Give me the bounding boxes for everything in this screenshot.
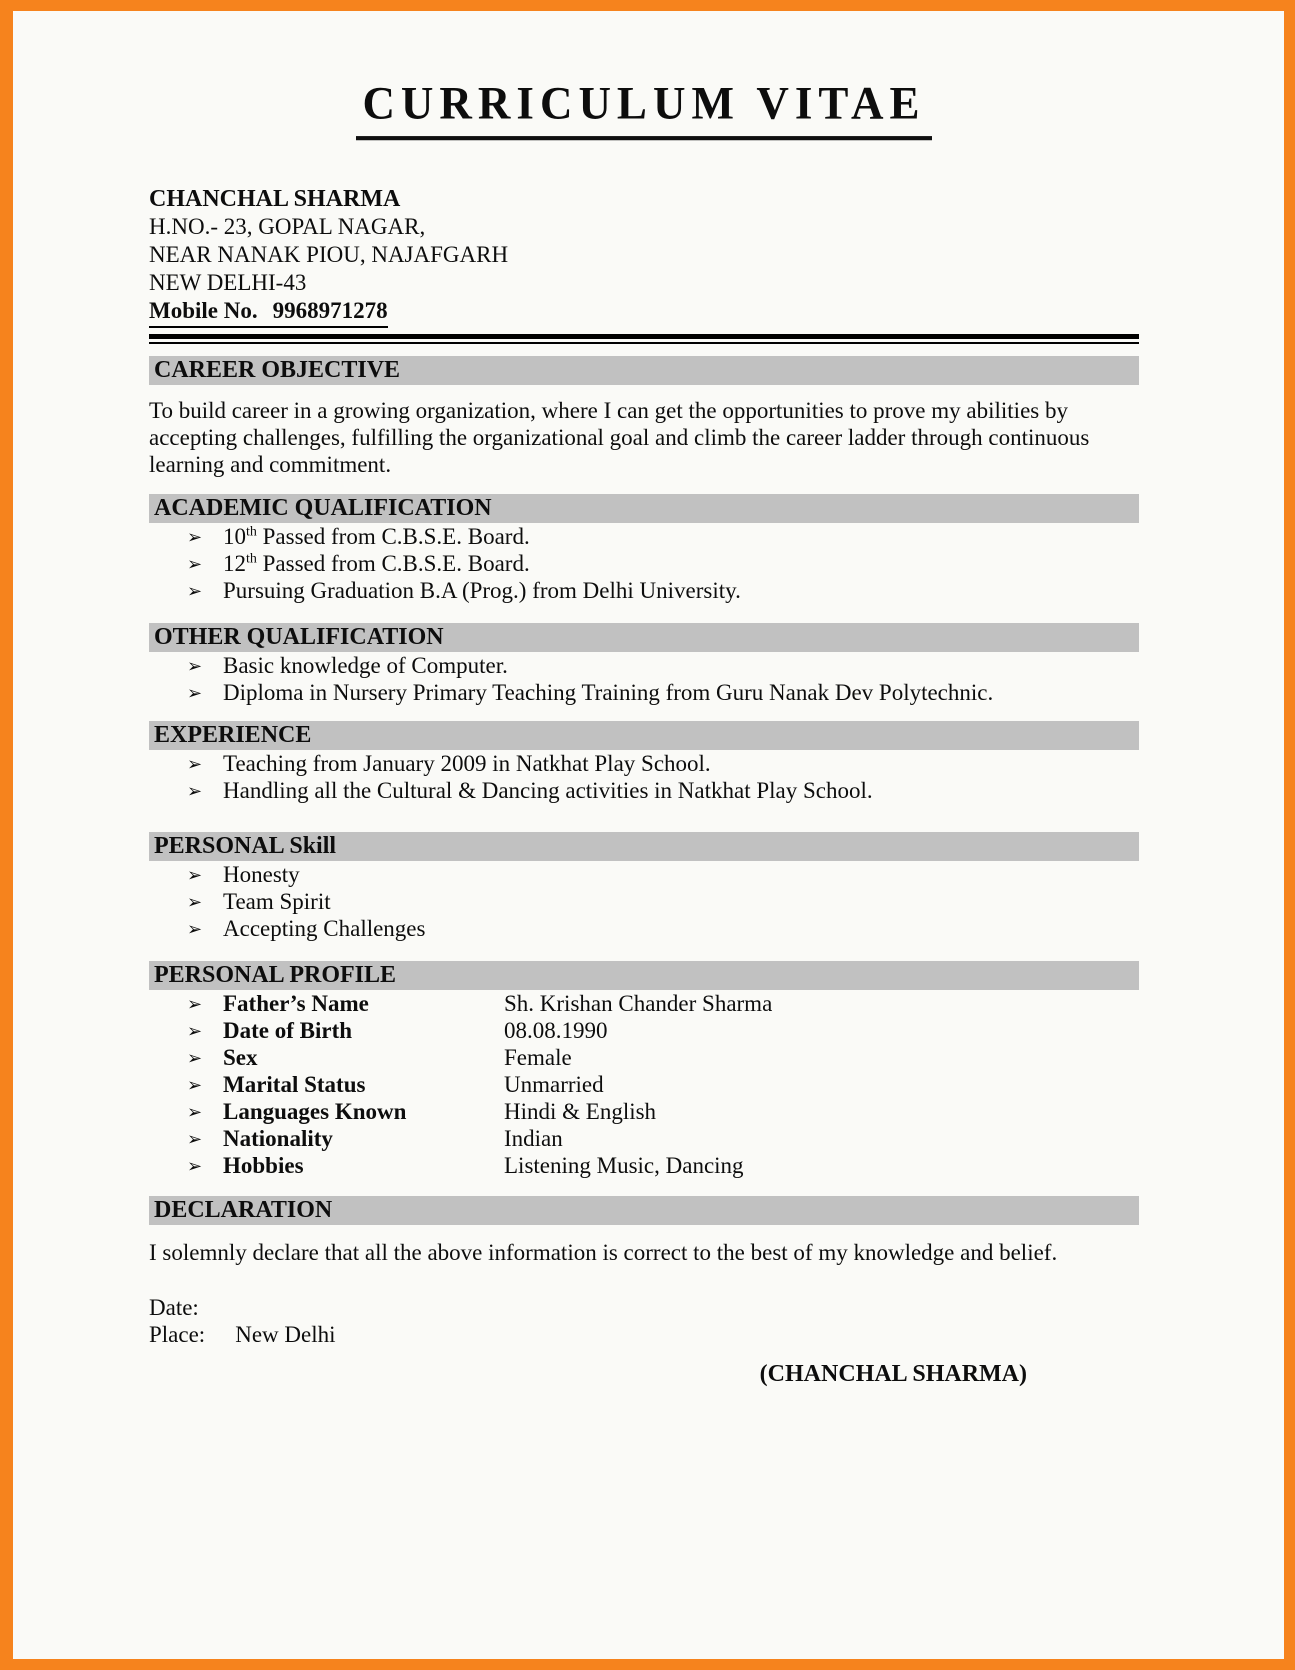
arrow-bullet-icon: ➢ bbox=[187, 527, 203, 548]
arrow-bullet-icon: ➢ bbox=[187, 1129, 203, 1150]
profile-row bbox=[149, 990, 1139, 1017]
list-item bbox=[149, 577, 1139, 604]
item-text: Accepting Challenges bbox=[223, 916, 426, 941]
item-text: 12 bbox=[223, 551, 246, 576]
contact-address-line: NEAR NANAK PIOU, NAJAFGARH bbox=[149, 242, 509, 267]
section-heading-academic-qualification: ACADEMIC QUALIFICATION bbox=[149, 494, 1139, 523]
thick-thin-divider bbox=[149, 334, 1139, 344]
list-item bbox=[149, 777, 1139, 804]
item-text: Team Spirit bbox=[223, 889, 331, 914]
arrow-bullet-icon: ➢ bbox=[187, 865, 203, 886]
item-text: Handling all the Cultural & Dancing activities in Natkhat Play School. bbox=[223, 778, 873, 803]
section-heading-other-qualification: OTHER QUALIFICATION bbox=[149, 623, 1139, 652]
arrow-bullet-icon: ➢ bbox=[187, 781, 203, 802]
list-item bbox=[149, 888, 1139, 915]
arrow-bullet-icon: ➢ bbox=[187, 919, 203, 940]
place-line bbox=[149, 1321, 1139, 1348]
declaration-text: I solemnly declare that all the above information is correct to the best of my knowledge and belief. bbox=[149, 1240, 1058, 1265]
item-text: Passed from C.B.S.E. Board. bbox=[256, 551, 530, 576]
arrow-bullet-icon: ➢ bbox=[187, 754, 203, 775]
list-item bbox=[149, 679, 1139, 706]
mobile-label: Mobile No. bbox=[149, 298, 258, 323]
profile-label: Hobbies bbox=[223, 1153, 304, 1178]
contact-address-line: NEW DELHI-43 bbox=[149, 270, 307, 295]
footer-block bbox=[149, 1294, 1139, 1348]
contact-block bbox=[149, 185, 1139, 328]
ordinal-superscript: th bbox=[246, 524, 257, 540]
contact-mobile-underlined bbox=[149, 297, 388, 328]
profile-value: Unmarried bbox=[504, 1072, 604, 1097]
item-text: Honesty bbox=[223, 862, 300, 887]
place-label: Place: bbox=[149, 1322, 206, 1347]
profile-label: Languages Known bbox=[223, 1099, 407, 1124]
arrow-bullet-icon: ➢ bbox=[187, 1102, 203, 1123]
profile-row bbox=[149, 1071, 1139, 1098]
item-text: Passed from C.B.S.E. Board. bbox=[256, 524, 530, 549]
personal-skill-list bbox=[149, 861, 1139, 942]
career-objective-text: To build career in a growing organization, where I can get the opportunities to prove my abilities by accepting challenges, fulfilling the organizational goal and climb the career ladder through continuous learning and commitment. bbox=[149, 398, 1090, 477]
profile-label: Father’s Name bbox=[223, 991, 369, 1016]
profile-row bbox=[149, 1098, 1139, 1125]
personal-profile-list bbox=[149, 990, 1139, 1179]
profile-value: Hindi & English bbox=[504, 1099, 657, 1124]
section-heading-personal-skill: PERSONAL Skill bbox=[149, 832, 1139, 861]
profile-label: Marital Status bbox=[223, 1072, 366, 1097]
place-value: New Delhi bbox=[235, 1322, 336, 1347]
list-item bbox=[149, 750, 1139, 777]
contact-name: CHANCHAL SHARMA bbox=[149, 186, 401, 212]
ordinal-superscript: th bbox=[246, 551, 257, 567]
arrow-bullet-icon: ➢ bbox=[187, 994, 203, 1015]
item-text: Pursuing Graduation B.A (Prog.) from Delhi University. bbox=[223, 578, 741, 603]
arrow-bullet-icon: ➢ bbox=[187, 1048, 203, 1069]
list-item bbox=[149, 523, 1139, 550]
section-heading-personal-profile: PERSONAL PROFILE bbox=[149, 961, 1139, 990]
profile-value: Listening Music, Dancing bbox=[504, 1153, 744, 1178]
contact-address-line: H.NO.- 23, GOPAL NAGAR, bbox=[149, 214, 426, 239]
section-heading-declaration: DECLARATION bbox=[149, 1196, 1139, 1225]
document-header bbox=[149, 77, 1139, 139]
profile-value: Female bbox=[504, 1045, 572, 1070]
section-heading-career-objective: CAREER OBJECTIVE bbox=[149, 356, 1139, 385]
arrow-bullet-icon: ➢ bbox=[187, 656, 203, 677]
profile-value: 08.08.1990 bbox=[504, 1018, 608, 1043]
list-item bbox=[149, 550, 1139, 577]
arrow-bullet-icon: ➢ bbox=[187, 1021, 203, 1042]
mobile-number: 9968971278 bbox=[272, 298, 388, 323]
profile-value: Indian bbox=[504, 1126, 563, 1151]
section-heading-experience: EXPERIENCE bbox=[149, 721, 1139, 750]
arrow-bullet-icon: ➢ bbox=[187, 1156, 203, 1177]
page-title: CURRICULUM VITAE bbox=[356, 76, 931, 140]
profile-row bbox=[149, 1125, 1139, 1152]
item-text: Basic knowledge of Computer. bbox=[223, 653, 508, 678]
academic-qualification-list bbox=[149, 523, 1139, 604]
experience-list bbox=[149, 750, 1139, 804]
contact-mobile-line bbox=[149, 297, 1139, 328]
profile-label: Nationality bbox=[223, 1126, 333, 1151]
date-line: Date: bbox=[149, 1295, 199, 1320]
item-text: Teaching from January 2009 in Natkhat Play School. bbox=[223, 751, 711, 776]
item-text: 10 bbox=[223, 524, 246, 549]
list-item bbox=[149, 915, 1139, 942]
signature-name: (CHANCHAL SHARMA) bbox=[759, 1361, 1027, 1387]
arrow-bullet-icon: ➢ bbox=[187, 892, 203, 913]
arrow-bullet-icon: ➢ bbox=[187, 683, 203, 704]
profile-label: Sex bbox=[223, 1045, 258, 1070]
item-text: Diploma in Nursery Primary Teaching Training from Guru Nanak Dev Polytechnic. bbox=[223, 680, 994, 705]
list-item bbox=[149, 861, 1139, 888]
profile-label: Date of Birth bbox=[223, 1018, 353, 1043]
profile-row bbox=[149, 1152, 1139, 1179]
list-item bbox=[149, 652, 1139, 679]
profile-value: Sh. Krishan Chander Sharma bbox=[504, 991, 773, 1016]
other-qualification-list bbox=[149, 652, 1139, 706]
arrow-bullet-icon: ➢ bbox=[187, 581, 203, 602]
arrow-bullet-icon: ➢ bbox=[187, 1075, 203, 1096]
arrow-bullet-icon: ➢ bbox=[187, 554, 203, 575]
profile-row bbox=[149, 1017, 1139, 1044]
profile-row bbox=[149, 1044, 1139, 1071]
